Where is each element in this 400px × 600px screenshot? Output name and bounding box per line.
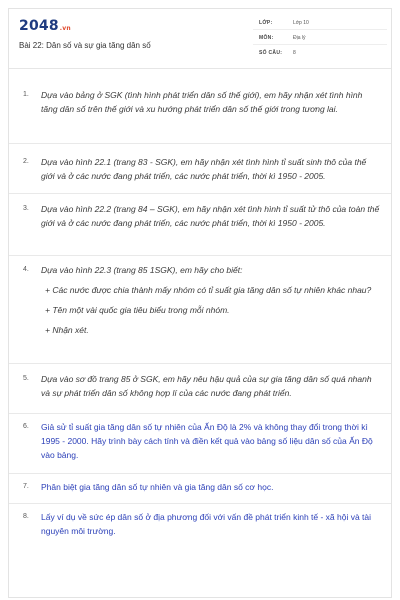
meta-label: SỐ CÂU: [259,50,283,56]
question-line: Dựa vào hình 22.2 (trang 84 – SGK), em hãy nhận xét tình hình tỉ suất tử thô của toàn thế giới và ở các nước đang phát triển, các nước phát triển, thời kì 1950 - 2005. [41,204,380,228]
question-item [9,364,391,414]
question-line: Dựa vào hình 22.3 (trang 85 1SGK), em hãy cho biết: [41,265,243,275]
meta-value: Địa lý [293,35,306,41]
question-number: 7. [23,483,29,490]
question-item [9,414,391,474]
worksheet [8,8,392,598]
meta-row-subject [253,30,387,45]
question-item [9,144,391,194]
question-line: Dựa vào sơ đồ trang 85 ở SGK, em hãy nêu hậu quả của sự gia tăng dân số quá nhanh và sự phát triển dân số không hợp lí của các nước đang phát triển. [41,374,372,398]
question-item [9,504,391,554]
question-text [41,263,381,343]
meta-row-count [253,45,387,60]
question-number: 2. [23,158,29,165]
question-item [9,256,391,364]
question-number: 5. [23,375,29,382]
worksheet-header [9,9,391,69]
meta-table [253,15,387,60]
question-line: Dựa vào hình 22.1 (trang 83 - SGK), em hãy nhận xét tình hình tỉ suất sinh thô của thế giới và ở các nước đang phát triển, các nước phát triển, thời kì 1950 - 2005. [41,157,367,181]
meta-label: MÔN: [259,35,274,41]
meta-row-class [253,15,387,30]
question-line: Dựa vào bảng ở SGK (tình hình phát triển dân số thế giới), em hãy nhận xét tình hình tăng dân số trên thế giới và xu hướng phát triển dân số thế giới trong tương lai. [41,90,363,114]
question-text [41,155,381,189]
question-line: + Các nước được chia thành mấy nhóm có tỉ suất gia tăng dân số tự nhiên khác nhau? [45,285,372,295]
question-number: 4. [23,266,29,273]
question-number: 8. [23,513,29,520]
question-text [41,88,381,122]
question-line: Lấy ví dụ về sức ép dân số ở địa phương đối với vấn đề phát triển kinh tế - xã hội và tài nguyên môi trường. [41,512,372,536]
site-logo[interactable] [19,18,71,34]
logo-suffix: .vn [59,25,71,32]
question-item [9,194,391,256]
logo-text: 2048 [19,18,59,34]
lesson-title: Bài 22: Dân số và sự gia tăng dân số [19,41,151,50]
question-line: Phân biệt gia tăng dân số tự nhiên và gia tăng dân số cơ học. [41,482,274,492]
question-text [41,372,381,406]
question-line: + Nhận xét. [45,325,89,335]
question-text [41,480,381,500]
question-line: + Tên một vài quốc gia tiêu biểu trong mỗi nhóm. [45,305,230,315]
question-number: 6. [23,423,29,430]
meta-value: 8 [293,50,296,56]
question-number: 1. [23,91,29,98]
question-number: 3. [23,205,29,212]
question-text [41,420,381,468]
meta-value: Lớp 10 [293,20,309,26]
question-text [41,202,381,236]
meta-label: LỚP: [259,20,273,26]
question-item [9,69,391,144]
question-item [9,474,391,504]
question-line: Giả sử tỉ suất gia tăng dân số tự nhiên của Ấn Độ là 2% và không thay đổi trong thời kì 1995 - 2000. Hãy trình bày cách tính và điền kết quả vào bảng số liệu dân số của Ấn Độ vào bảng. [41,422,373,460]
question-text [41,510,381,544]
